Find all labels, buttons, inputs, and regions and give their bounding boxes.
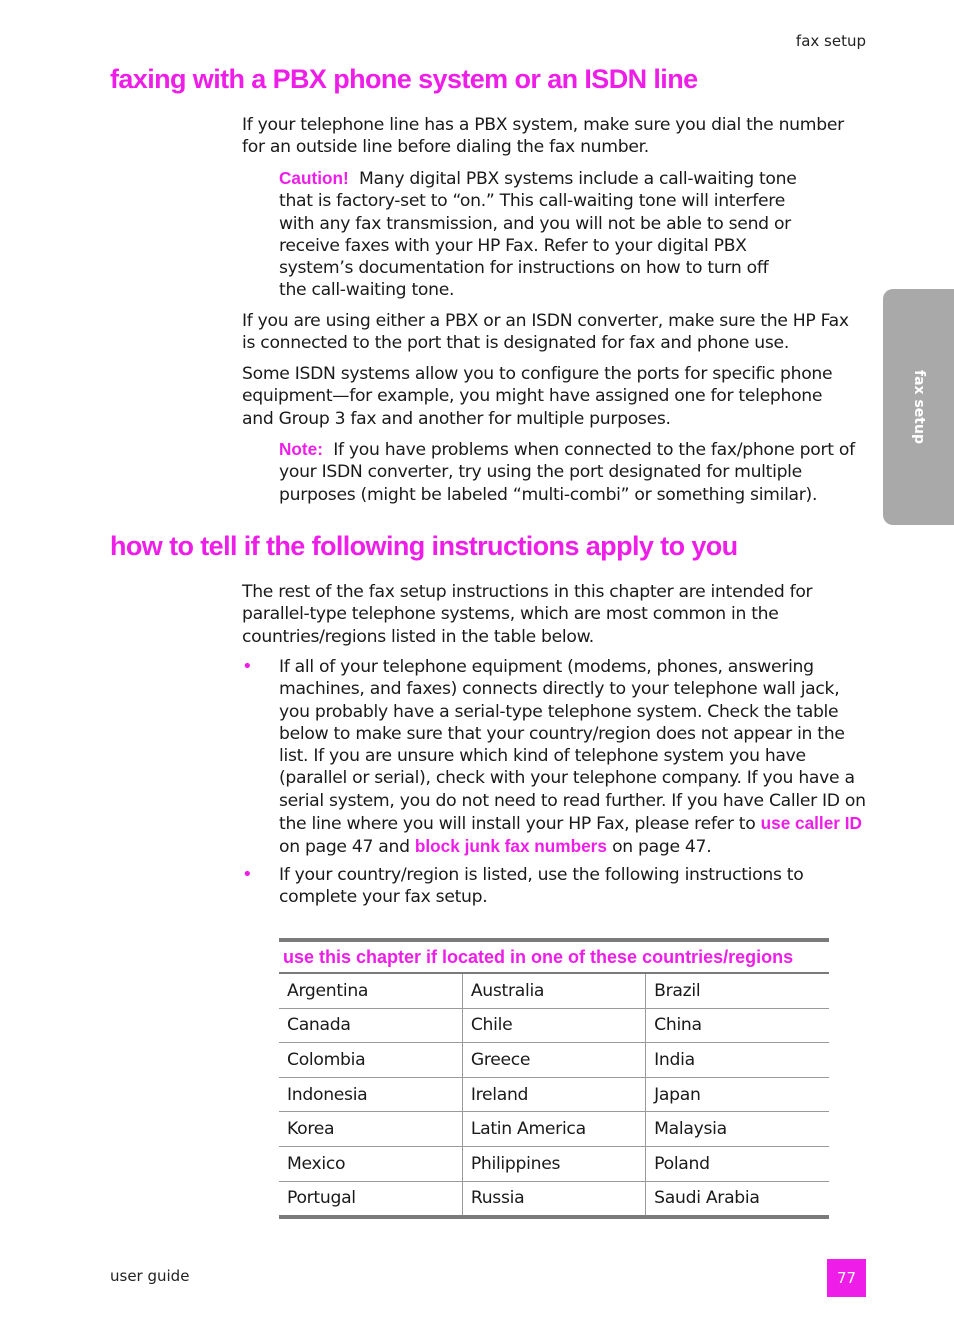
bullet-marker: • <box>242 656 253 677</box>
table-cell: Ireland <box>462 1077 645 1112</box>
bullet-marker: • <box>242 864 253 885</box>
note-callout <box>279 438 867 506</box>
table-row <box>279 1112 829 1147</box>
table-cell: Indonesia <box>279 1077 462 1112</box>
bullet1-text: If all of your telephone equipment (modems, phones, answering machines, and faxes) connects directly to your telephone wall jack, you probably have a serial-type telephone system. Check the table below to make sure that your country/region does not appear in the list. If you are unsure which kind of telephone system you have (parallel or serial), check with your telephone company. If you have a serial system, you do not need to read further. If you have Caller ID on the line where you will install your HP Fax, please refer to <box>279 657 866 835</box>
table-cell: Canada <box>279 1008 462 1043</box>
note-text: If you have problems when connected to the fax/phone port of your ISDN converter, try using the port designated for multiple purposes (might be labeled “multi-combi” or something similar). <box>279 440 855 505</box>
bullet1-mid: on page 47 and <box>279 837 410 858</box>
table-header-row <box>279 940 829 973</box>
table-cell: Philippines <box>462 1146 645 1181</box>
table-cell: Australia <box>462 973 645 1008</box>
table-cell: Mexico <box>279 1146 462 1181</box>
link-block-junk-fax-numbers[interactable]: block junk fax numbers <box>414 836 607 857</box>
running-header: fax setup <box>795 32 866 50</box>
table-row <box>279 1146 829 1181</box>
table-row <box>279 1077 829 1112</box>
table-cell: Greece <box>462 1043 645 1078</box>
table-cell: Latin America <box>462 1112 645 1147</box>
caution-label: Caution! <box>279 168 349 188</box>
side-section-tab <box>883 289 954 525</box>
table-row <box>279 1008 829 1043</box>
table-cell: Portugal <box>287 1188 356 1209</box>
paragraph-parallel-systems: The rest of the fax setup instructions in this chapter are intended for parallel-type telephone systems, which are most common in the countries/regions listed in the table below. <box>242 582 813 647</box>
table-cell: Brazil <box>646 973 829 1008</box>
table-cell: Argentina <box>279 973 462 1008</box>
bullet-serial-system <box>279 656 867 859</box>
paragraph-pbx-intro: If your telephone line has a PBX system, make sure you dial the number for an outside line before dialing the fax number. <box>242 115 844 158</box>
footer-label: user guide <box>110 1267 190 1285</box>
countries-table <box>279 938 829 1219</box>
table-cell: Japan <box>646 1077 829 1112</box>
table-row <box>279 973 829 1008</box>
bullet-country-listed: If your country/region is listed, use the following instructions to complete your fax setup. <box>279 865 804 908</box>
page-number-badge: 77 <box>827 1259 866 1297</box>
caution-callout <box>279 167 799 302</box>
table-header: use this chapter if located in one of these countries/regions <box>279 940 829 973</box>
note-label: Note: <box>279 439 323 459</box>
link-use-caller-id[interactable]: use caller ID <box>760 813 862 834</box>
table-cell: Korea <box>279 1112 462 1147</box>
paragraph-isdn-ports: Some ISDN systems allow you to configure the ports for specific phone equipment—for example, you might have assigned one for telephone and Group 3 fax and another for multiple purposes. <box>242 364 833 429</box>
bullet1-end: on page 47. <box>612 837 712 858</box>
table-row <box>279 1181 829 1217</box>
table-cell: Malaysia <box>646 1112 829 1147</box>
table-cell: Colombia <box>279 1043 462 1078</box>
table-cell: India <box>646 1043 829 1078</box>
table-cell: Saudi Arabia <box>646 1181 829 1217</box>
section-title-instructions-apply: how to tell if the following instructions apply to you <box>110 531 738 561</box>
caution-text: Many digital PBX systems include a call-waiting tone that is factory-set to “on.” This call-waiting tone will interfere with any fax transmission, and you will not be able to send or receive faxes with your HP Fax. Refer to your digital PBX system’s documentation for instructions on how to turn off the call-waiting tone. <box>279 169 797 301</box>
table-cell: Chile <box>462 1008 645 1043</box>
table-cell: China <box>646 1008 829 1043</box>
side-tab-label: fax setup <box>910 370 927 444</box>
table-cell: Russia <box>462 1181 645 1217</box>
section-title-pbx-isdn: faxing with a PBX phone system or an ISDN line <box>110 64 698 94</box>
table-row <box>279 1043 829 1078</box>
paragraph-pbx-isdn-converter: If you are using either a PBX or an ISDN converter, make sure the HP Fax is connected to the port that is designated for fax and phone use. <box>242 311 849 354</box>
table-cell: Poland <box>646 1146 829 1181</box>
